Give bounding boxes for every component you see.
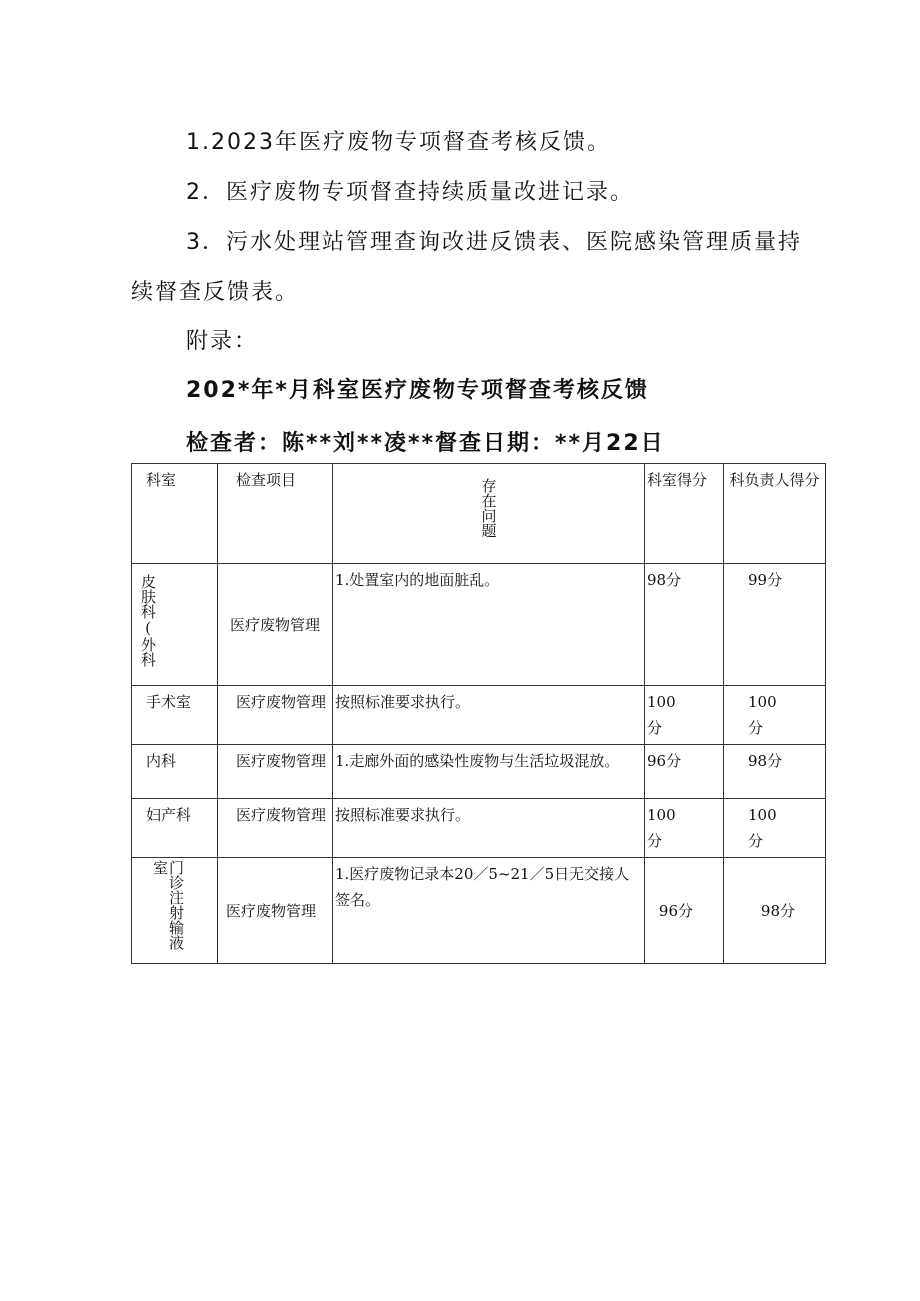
row-head-score: 100分: [724, 799, 826, 858]
inspection-table: [131, 463, 826, 964]
table-header-row: [132, 464, 826, 564]
row-dept: 手术室: [132, 686, 218, 745]
row-dept-score: 100分: [645, 686, 724, 745]
row-item: 医疗废物管理: [218, 745, 333, 799]
paragraph-3-continued: 续督查反馈表。: [131, 280, 300, 305]
paragraph-2: 2．医疗废物专项督查持续质量改进记录。: [186, 180, 634, 205]
row-head-score: 100分: [724, 686, 826, 745]
row-issue: 按照标准要求执行。: [333, 686, 645, 745]
row-head-score: 98分: [724, 745, 826, 799]
header-dept-score: 科室得分: [645, 464, 724, 564]
row-dept: 门诊注射输液室: [132, 858, 218, 964]
inspector-line: 检查者：陈**刘**凌**督查日期：**月22日: [186, 431, 665, 456]
row-item: 医疗废物管理: [218, 686, 333, 745]
row-item: 医疗废物管理: [218, 858, 333, 964]
table-row: [132, 799, 826, 858]
row-dept-score: 96分: [645, 858, 724, 964]
header-item: 检查项目: [218, 464, 333, 564]
row-issue: 1.医疗废物记录本20／5~21／5日无交接人签名。: [333, 858, 645, 964]
row-item: 医疗废物管理: [218, 564, 333, 686]
header-head-score: 科负责人得分: [724, 464, 826, 564]
row-dept-score: 100分: [645, 799, 724, 858]
report-title: 202*年*月科室医疗废物专项督查考核反馈: [186, 378, 649, 403]
row-head-score: 99分: [724, 564, 826, 686]
row-issue: 1.走廊外面的感染性废物与生活垃圾混放。: [333, 745, 645, 799]
row-dept-score: 96分: [645, 745, 724, 799]
row-dept: 内科: [132, 745, 218, 799]
row-dept: 皮肤科(外科: [132, 564, 218, 686]
row-item: 医疗废物管理: [218, 799, 333, 858]
row-dept-score: 98分: [645, 564, 724, 686]
appendix-label: 附录：: [186, 329, 259, 354]
header-issue: 存在问题: [333, 464, 645, 564]
row-issue: 1.处置室内的地面脏乱。: [333, 564, 645, 686]
row-head-score: 98分: [724, 858, 826, 964]
row-issue: 按照标准要求执行。: [333, 799, 645, 858]
table-row: [132, 745, 826, 799]
table-row: [132, 858, 826, 964]
paragraph-3: 3．污水处理站管理查询改进反馈表、医院感染管理质量持: [186, 230, 802, 255]
header-dept: 科室: [132, 464, 218, 564]
table-row: [132, 686, 826, 745]
row-dept: 妇产科: [132, 799, 218, 858]
paragraph-1: 1.2023年医疗废物专项督查考核反馈。: [186, 130, 611, 155]
table-row: [132, 564, 826, 686]
